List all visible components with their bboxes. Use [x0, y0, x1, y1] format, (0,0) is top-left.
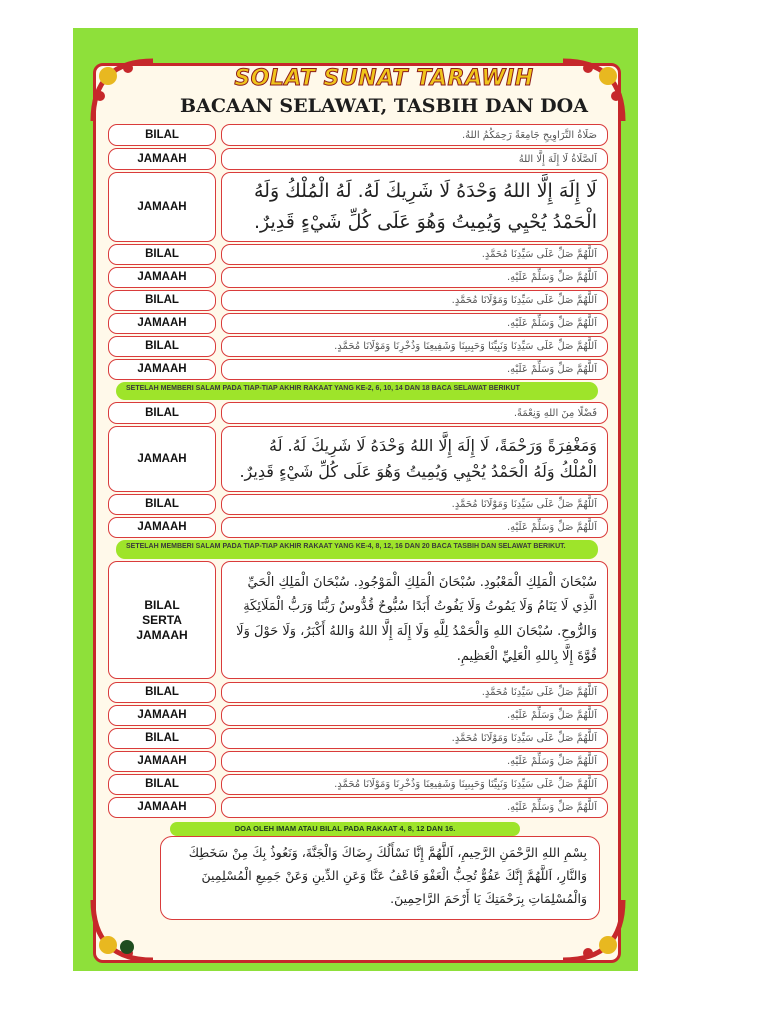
instruction-note: SETELAH MEMBERI SALAM PADA TIAP-TIAP AKHIR RAKAAT YANG KE-2, 6, 10, 14 DAN 18 BACA SELAWAT BERIKUT	[116, 382, 598, 400]
arabic-text: اَللَّهُمَّ صَلِّ وَسَلِّمْ عَلَيْهِ.	[221, 751, 608, 772]
list-item	[108, 797, 608, 818]
doa-heading: DOA OLEH IMAM ATAU BILAL PADA RAKAAT 4, 8, 12 DAN 16.	[170, 822, 520, 836]
arabic-text: اَللَّهُمَّ صَلِّ عَلَى سَيِّدِنَا وَمَوْلَانَا مُحَمَّدٍ.	[221, 290, 608, 311]
list-item	[108, 336, 608, 357]
role-label: BILAL	[108, 124, 216, 146]
arabic-text: اَللَّهُمَّ صَلِّ وَسَلِّمْ عَلَيْهِ.	[221, 359, 608, 380]
list-item	[108, 402, 608, 424]
list-item	[108, 124, 608, 146]
list-item	[108, 172, 608, 242]
role-label: BILAL	[108, 774, 216, 795]
arabic-text: اَللَّهُمَّ صَلِّ وَسَلِّمْ عَلَيْهِ.	[221, 705, 608, 726]
list-item	[108, 751, 608, 772]
role-label: JAMAAH	[108, 751, 216, 772]
arabic-text: اَللَّهُمَّ صَلِّ عَلَى سَيِّدِنَا وَمَوْلَانَا مُحَمَّدٍ.	[221, 494, 608, 515]
instruction-note: SETELAH MEMBERI SALAM PADA TIAP-TIAP AKHIR RAKAAT YANG KE-4, 8, 12, 16 DAN 20 BACA TASBIH DAN SELAWAT BERIKUT.	[116, 540, 598, 559]
role-label: BILAL	[108, 402, 216, 424]
arabic-text: وَمَغْفِرَةً وَرَحْمَةً، لَا إِلَهَ إِلَّا اللهُ وَحْدَهُ لَا شَرِيكَ لَهُ. لَهُ الْمُلْكُ وَلَهُ الْحَمْدُ يُحْيِي وَيُمِيتُ وَهُوَ عَلَى كُلِّ شَيْءٍ قَدِيرٌ.	[221, 426, 608, 492]
list-item	[108, 705, 608, 726]
list-item	[108, 728, 608, 749]
arabic-text: اَللَّهُمَّ صَلِّ وَسَلِّمْ عَلَيْهِ.	[221, 313, 608, 334]
list-item	[108, 313, 608, 334]
arabic-text: اَللَّهُمَّ صَلِّ عَلَى سَيِّدِنَا وَمَوْلَانَا مُحَمَّدٍ.	[221, 728, 608, 749]
arabic-text: اَللَّهُمَّ صَلِّ عَلَى سَيِّدِنَا وَنَبِيِّنَا وَحَبِيبِنَا وَشَفِيعِنَا وَذُخْرِنَا وَمَوْلَانَا مُحَمَّدٍ.	[221, 774, 608, 795]
ornament-bottom-left-icon	[88, 895, 158, 965]
role-label: BILAL	[108, 244, 216, 265]
list-item	[108, 682, 608, 703]
arabic-text: اَلصَّلَاةُ لَا إِلَهَ إِلَّا اللهُ	[221, 148, 608, 170]
arabic-text: صَلَاةُ التَّرَاوِيحِ جَامِعَةً رَحِمَكُمُ اللهُ.	[221, 124, 608, 146]
arabic-text: فَضْلًا مِنَ اللهِ وَنِعْمَةً.	[221, 402, 608, 424]
poster-title: SOLAT SUNAT TARAWIH	[234, 66, 534, 91]
role-label: JAMAAH	[108, 148, 216, 170]
role-label: JAMAAH	[108, 359, 216, 380]
list-item	[108, 267, 608, 288]
list-item	[108, 774, 608, 795]
list-item	[108, 561, 608, 679]
arabic-text: اَللَّهُمَّ صَلِّ عَلَى سَيِّدِنَا وَنَبِيِّنَا وَحَبِيبِنَا وَشَفِيعِنَا وَذُخْرِنَا وَمَوْلَانَا مُحَمَّدٍ.	[221, 336, 608, 357]
role-label: BILAL	[108, 290, 216, 311]
list-item	[108, 290, 608, 311]
arabic-text: لَا إِلَهَ إِلَّا اللهُ وَحْدَهُ لَا شَرِيكَ لَهُ. لَهُ الْمُلْكُ وَلَهُ الْحَمْدُ يُحْيِي وَيُمِيتُ وَهُوَ عَلَى كُلِّ شَيْءٍ قَدِيرٌ.	[221, 172, 608, 242]
arabic-text: اَللَّهُمَّ صَلِّ وَسَلِّمْ عَلَيْهِ.	[221, 517, 608, 538]
publisher-logo-icon	[120, 940, 134, 954]
role-label: BILAL	[108, 336, 216, 357]
role-label: JAMAAH	[108, 705, 216, 726]
role-label: BILAL SERTA JAMAAH	[108, 561, 216, 679]
arabic-text: اَللَّهُمَّ صَلِّ عَلَى سَيِّدِنَا مُحَمَّدٍ.	[221, 682, 608, 703]
list-item	[108, 244, 608, 265]
role-label: JAMAAH	[108, 267, 216, 288]
role-label: JAMAAH	[108, 797, 216, 818]
role-label: JAMAAH	[108, 426, 216, 492]
role-label: JAMAAH	[108, 313, 216, 334]
arabic-text: اَللَّهُمَّ صَلِّ وَسَلِّمْ عَلَيْهِ.	[221, 267, 608, 288]
arabic-text: اَللَّهُمَّ صَلِّ عَلَى سَيِّدِنَا مُحَمَّدٍ.	[221, 244, 608, 265]
list-item	[108, 517, 608, 538]
list-item	[108, 359, 608, 380]
role-label: JAMAAH	[108, 172, 216, 242]
arabic-text: اَللَّهُمَّ صَلِّ وَسَلِّمْ عَلَيْهِ.	[221, 797, 608, 818]
role-label: BILAL	[108, 728, 216, 749]
poster-subtitle: BACAAN SELAWAT, TASBIH DAN DOA	[180, 95, 588, 117]
list-item	[108, 426, 608, 492]
role-label: BILAL	[108, 682, 216, 703]
doa-text: بِسْمِ اللهِ الرَّحْمَنِ الرَّحِيمِ، اَللَّهُمَّ إِنَّا نَسْأَلُكَ رِضَاكَ وَالْجَنَّةَ، وَنَعُوذُ بِكَ مِنْ سَخَطِكَ وَالنَّارِ، اَللَّهُمَّ إِنَّكَ عَفُوٌّ تُحِبُّ الْعَفْوَ فَاعْفُ عَنَّا وَعَنِ الدِّينِ وَعَنْ جَمِيعِ الْمُسْلِمِينَ وَالْمُسْلِمَاتِ بِرَحْمَتِكَ يَا أَرْحَمَ الرَّاحِمِينَ.	[160, 836, 600, 920]
role-label: JAMAAH	[108, 517, 216, 538]
arabic-text: سُبْحَانَ الْمَلِكِ الْمَعْبُودِ. سُبْحَانَ الْمَلِكِ الْمَوْجُودِ. سُبْحَانَ الْمَلِكِ الْحَيِّ الَّذِي لَا يَنَامُ وَلَا يَمُوتُ وَلَا يَفُوتُ أَبَدًا سُبُّوحٌ قُدُّوسٌ رَبُّنَا وَرَبُّ الْمَلَائِكَةِ وَالرُّوحِ. سُبْحَانَ اللهِ وَالْحَمْدُ لِلَّهِ وَلَا إِلَهَ إِلَّا اللهُ وَاللهُ أَكْبَرُ، وَلَا حَوْلَ وَلَا قُوَّةَ إِلَّا بِاللهِ الْعَلِيِّ الْعَظِيمِ.	[221, 561, 608, 679]
role-label: BILAL	[108, 494, 216, 515]
list-item	[108, 148, 608, 170]
list-item	[108, 494, 608, 515]
